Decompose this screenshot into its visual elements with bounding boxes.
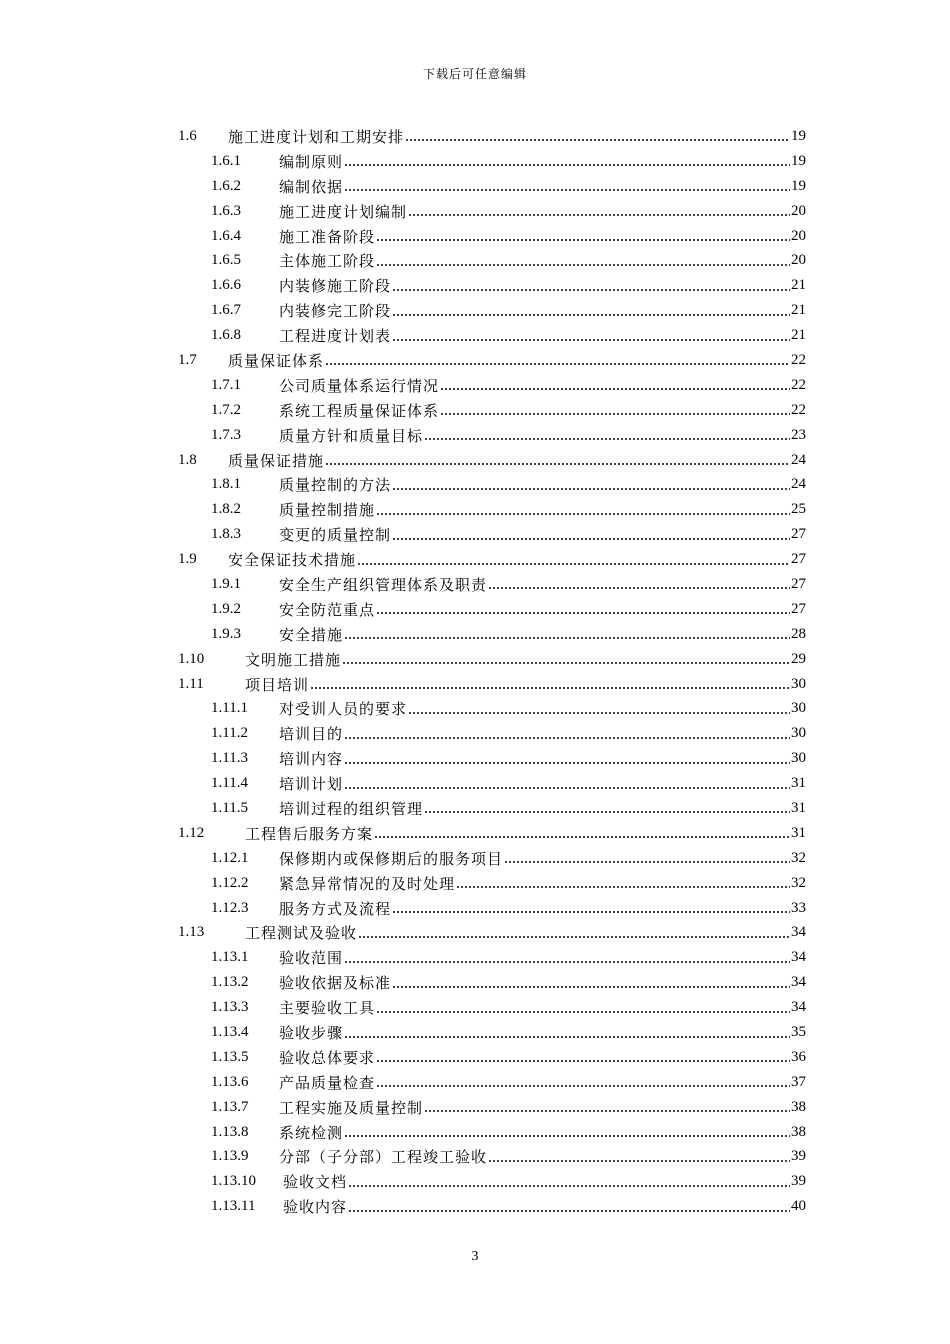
toc-entry[interactable] — [178, 1145, 806, 1170]
toc-entry-page: 27 — [791, 575, 806, 592]
toc-dot-leader — [344, 737, 790, 739]
toc-entry-page: 24 — [791, 451, 806, 468]
toc-entry-title: 分部（子分部）工程竣工验收 — [279, 1150, 488, 1167]
toc-entry-page: 23 — [791, 426, 806, 443]
toc-entry-title: 验收步骤 — [279, 1026, 344, 1042]
toc-entry-number: 1.11.3 — [211, 750, 248, 767]
toc-entry-title: 培训内容 — [279, 752, 344, 769]
toc-dot-leader — [342, 662, 790, 664]
toc-entry-number: 1.12 — [178, 824, 205, 841]
toc-entry-number: 1.7 — [178, 351, 197, 368]
toc-entry-title: 服务方式及流程 — [279, 901, 392, 918]
toc-entry-page: 36 — [791, 1048, 806, 1065]
toc-entry-number: 1.8.1 — [211, 476, 241, 493]
toc-entry-number: 1.6.4 — [211, 227, 241, 244]
toc-entry[interactable] — [178, 1045, 806, 1070]
toc-entry[interactable] — [178, 871, 806, 896]
toc-entry-title: 验收依据及标准 — [279, 976, 392, 993]
toc-entry-number: 1.11.2 — [211, 725, 248, 742]
toc-entry-page: 40 — [791, 1198, 806, 1215]
toc-entry-title: 内装修完工阶段 — [279, 304, 392, 321]
toc-entry[interactable] — [178, 597, 806, 622]
toc-entry[interactable] — [178, 1194, 806, 1219]
toc-entry-page: 34 — [791, 999, 806, 1016]
toc-entry[interactable] — [178, 1020, 806, 1045]
toc-entry-title: 编制原则 — [279, 154, 344, 171]
toc-entry-page: 30 — [791, 725, 806, 742]
toc-entry-title: 项目培训 — [245, 677, 310, 694]
toc-entry-title: 验收文档 — [283, 1175, 348, 1192]
toc-dot-leader — [344, 189, 790, 191]
toc-entry-page: 21 — [791, 302, 806, 319]
toc-dot-leader — [440, 413, 790, 415]
toc-entry[interactable] — [178, 248, 806, 273]
toc-entry[interactable] — [178, 921, 806, 946]
toc-dot-leader — [358, 936, 790, 938]
toc-entry[interactable] — [178, 647, 806, 672]
toc-entry-page: 30 — [791, 675, 806, 692]
toc-entry-page: 22 — [791, 351, 806, 368]
toc-dot-leader — [424, 811, 790, 813]
toc-entry-title: 验收总体要求 — [279, 1050, 376, 1067]
toc-dot-leader — [504, 861, 790, 863]
toc-entry-title: 变更的质量控制 — [279, 528, 392, 545]
toc-entry-title: 培训过程的组织管理 — [279, 801, 424, 818]
toc-dot-leader — [357, 563, 790, 565]
toc-entry-title: 公司质量体系运行情况 — [279, 378, 440, 395]
toc-entry-number: 1.11 — [178, 675, 204, 692]
toc-entry[interactable] — [178, 273, 806, 298]
toc-entry-number: 1.8.2 — [211, 501, 241, 518]
toc-dot-leader — [376, 513, 790, 515]
toc-entry-page: 20 — [791, 227, 806, 244]
toc-entry-number: 1.12.2 — [211, 874, 249, 891]
toc-entry-page: 21 — [791, 327, 806, 344]
toc-entry-title: 安全措施 — [279, 627, 344, 644]
toc-entry-page: 38 — [791, 1123, 806, 1140]
toc-entry-title: 工程测试及验收 — [245, 926, 358, 943]
toc-entry-page: 27 — [791, 600, 806, 617]
toc-entry-page: 19 — [791, 177, 806, 194]
toc-dot-leader — [344, 961, 790, 963]
toc-entry[interactable] — [178, 945, 806, 970]
toc-dot-leader — [392, 488, 790, 490]
toc-entry[interactable] — [178, 572, 806, 597]
toc-entry-page: 39 — [791, 1148, 806, 1165]
toc-entry-number: 1.13.6 — [211, 1073, 249, 1090]
toc-entry-page: 34 — [791, 924, 806, 941]
toc-entry-page: 20 — [791, 252, 806, 269]
toc-entry-number: 1.6.3 — [211, 202, 241, 219]
toc-dot-leader — [456, 886, 790, 888]
toc-dot-leader — [344, 787, 790, 789]
toc-entry-title: 施工进度计划编制 — [279, 204, 408, 221]
toc-entry-number: 1.6.7 — [211, 302, 241, 319]
toc-entry-title: 工程进度计划表 — [279, 329, 392, 346]
toc-entry-page: 21 — [791, 277, 806, 294]
toc-dot-leader — [325, 463, 790, 465]
toc-entry-number: 1.8.3 — [211, 526, 241, 543]
toc-entry[interactable] — [178, 622, 806, 647]
toc-entry-title: 产品质量检查 — [279, 1075, 376, 1092]
toc-dot-leader — [392, 314, 790, 316]
toc-entry-number: 1.7.3 — [211, 426, 241, 443]
toc-entry-number: 1.13.4 — [211, 1024, 249, 1040]
toc-entry-title: 培训目的 — [279, 727, 344, 744]
toc-entry-number: 1.12.1 — [211, 849, 249, 866]
toc-entry-page: 19 — [791, 127, 806, 144]
toc-dot-leader — [408, 214, 790, 216]
toc-entry-title: 安全保证技术措施 — [228, 553, 357, 570]
toc-entry[interactable] — [178, 746, 806, 771]
toc-entry-number: 1.9.1 — [211, 575, 241, 592]
toc-entry-page: 24 — [791, 476, 806, 493]
toc-entry-page: 38 — [791, 1098, 806, 1115]
toc-entry-page: 25 — [791, 501, 806, 518]
toc-entry-number: 1.13.8 — [211, 1123, 249, 1140]
toc-entry[interactable] — [178, 472, 806, 497]
toc-entry[interactable] — [178, 672, 806, 697]
toc-entry-page: 30 — [791, 750, 806, 767]
toc-entry-page: 31 — [791, 799, 806, 816]
toc-entry-number: 1.13.11 — [211, 1198, 256, 1215]
toc-entry-page: 22 — [791, 376, 806, 393]
toc-entry-page: 29 — [791, 650, 806, 667]
toc-entry[interactable] — [178, 298, 806, 323]
toc-entry[interactable] — [178, 497, 806, 522]
toc-entry-title: 质量保证体系 — [228, 353, 325, 370]
toc-entry[interactable] — [178, 423, 806, 448]
toc-dot-leader — [488, 1160, 790, 1162]
toc-entry[interactable] — [178, 1169, 806, 1194]
toc-dot-leader — [325, 363, 790, 365]
toc-dot-leader — [348, 1185, 790, 1187]
toc-entry[interactable] — [178, 224, 806, 249]
toc-entry-number: 1.9 — [178, 551, 197, 568]
toc-entry-number: 1.6.2 — [211, 177, 241, 194]
toc-entry-number: 1.13.10 — [211, 1173, 256, 1190]
toc-entry-number: 1.13.9 — [211, 1148, 249, 1165]
toc-entry-number: 1.6.8 — [211, 327, 241, 344]
toc-entry[interactable] — [178, 771, 806, 796]
toc-entry-number: 1.13.1 — [211, 949, 249, 966]
toc-dot-leader — [405, 139, 790, 141]
toc-entry-title: 培训计划 — [279, 777, 344, 794]
toc-entry-title: 质量控制措施 — [279, 503, 376, 520]
toc-entry-number: 1.11.1 — [211, 700, 248, 717]
toc-entry-title: 工程实施及质量控制 — [279, 1100, 424, 1117]
toc-entry-title: 保修期内或保修期后的服务项目 — [279, 851, 504, 868]
toc-entry-page: 19 — [791, 152, 806, 169]
toc-entry-number: 1.7.2 — [211, 401, 241, 418]
toc-entry-title: 安全生产组织管理体系及职责 — [279, 577, 488, 594]
toc-dot-leader — [440, 388, 790, 390]
toc-entry-page: 22 — [791, 401, 806, 418]
toc-entry-page: 33 — [791, 899, 806, 916]
toc-entry[interactable] — [178, 1070, 806, 1095]
toc-entry-page: 31 — [791, 775, 806, 792]
toc-entry-page: 28 — [791, 625, 806, 642]
toc-entry[interactable] — [178, 846, 806, 871]
toc-dot-leader — [344, 1036, 790, 1038]
toc-entry[interactable] — [178, 547, 806, 572]
toc-dot-leader — [424, 1110, 790, 1112]
toc-entry-page: 27 — [791, 526, 806, 543]
toc-entry-page: 32 — [791, 849, 806, 866]
toc-entry-number: 1.13.7 — [211, 1098, 249, 1115]
toc-entry-title: 文明施工措施 — [245, 652, 342, 669]
toc-dot-leader — [344, 164, 790, 166]
toc-entry[interactable] — [178, 398, 806, 423]
toc-entry-title: 质量控制的方法 — [279, 478, 392, 495]
toc-dot-leader — [392, 538, 790, 540]
toc-entry[interactable] — [178, 821, 806, 846]
toc-entry-title: 质量保证措施 — [228, 453, 325, 470]
toc-entry-page: 32 — [791, 874, 806, 891]
toc-entry[interactable] — [178, 1120, 806, 1145]
toc-entry-number: 1.6 — [178, 127, 197, 144]
toc-dot-leader — [488, 587, 790, 589]
toc-entry[interactable] — [178, 373, 806, 398]
toc-entry-number: 1.6.1 — [211, 152, 241, 169]
toc-entry-title: 质量方针和质量目标 — [279, 428, 424, 445]
toc-entry[interactable] — [178, 995, 806, 1020]
toc-dot-leader — [408, 712, 790, 714]
toc-entry-title: 主要验收工具 — [279, 1001, 376, 1018]
toc-entry-page: 34 — [791, 974, 806, 991]
toc-entry[interactable] — [178, 696, 806, 721]
toc-entry-title: 紧急异常情况的及时处理 — [279, 876, 456, 893]
toc-dot-leader — [376, 1085, 790, 1087]
toc-dot-leader — [424, 438, 790, 440]
toc-dot-leader — [344, 1135, 790, 1137]
toc-entry-number: 1.8 — [178, 451, 197, 468]
toc-dot-leader — [376, 1011, 790, 1013]
toc-entry-page: 34 — [791, 949, 806, 966]
page-header: 下载后可任意编辑 — [422, 67, 527, 81]
toc-entry[interactable] — [178, 1095, 806, 1120]
toc-entry-number: 1.10 — [178, 650, 205, 667]
table-of-contents — [178, 124, 806, 1219]
toc-dot-leader — [392, 339, 790, 341]
toc-entry-number: 1.7.1 — [211, 376, 241, 393]
toc-entry-title: 主体施工阶段 — [279, 254, 376, 271]
toc-entry-title: 工程售后服务方案 — [245, 826, 374, 843]
toc-entry-number: 1.13.5 — [211, 1048, 249, 1065]
toc-entry-number: 1.13.3 — [211, 999, 249, 1016]
toc-entry-number: 1.13 — [178, 924, 205, 941]
toc-entry-title: 安全防范重点 — [279, 602, 376, 619]
toc-entry-number: 1.6.6 — [211, 277, 241, 294]
toc-entry-title: 施工准备阶段 — [279, 229, 376, 246]
toc-entry-number: 1.11.4 — [211, 775, 248, 792]
toc-entry-title: 对受训人员的要求 — [279, 702, 408, 719]
toc-dot-leader — [376, 239, 790, 241]
toc-entry-title: 编制依据 — [279, 179, 344, 196]
page-number: 3 — [471, 1249, 479, 1264]
toc-dot-leader — [376, 264, 790, 266]
toc-entry-number: 1.11.5 — [211, 799, 248, 816]
toc-entry[interactable] — [178, 124, 806, 149]
toc-entry-number: 1.6.5 — [211, 252, 241, 269]
toc-entry-number: 1.9.2 — [211, 600, 241, 617]
toc-dot-leader — [392, 911, 790, 913]
toc-entry[interactable] — [178, 970, 806, 995]
toc-dot-leader — [376, 1060, 790, 1062]
toc-entry-page: 31 — [791, 824, 806, 841]
toc-entry-number: 1.9.3 — [211, 625, 241, 642]
toc-entry-number: 1.13.2 — [211, 974, 249, 991]
toc-dot-leader — [344, 637, 790, 639]
toc-entry[interactable] — [178, 796, 806, 821]
toc-dot-leader — [348, 1210, 790, 1212]
toc-entry-title: 系统工程质量保证体系 — [279, 403, 440, 420]
toc-dot-leader — [392, 986, 790, 988]
toc-entry-title: 系统检测 — [279, 1125, 344, 1142]
toc-entry[interactable] — [178, 199, 806, 224]
toc-entry-title: 施工进度计划和工期安排 — [228, 129, 405, 146]
toc-entry-page: 27 — [791, 551, 806, 568]
toc-entry-page: 20 — [791, 202, 806, 219]
toc-entry-title: 内装修施工阶段 — [279, 279, 392, 296]
toc-dot-leader — [374, 836, 790, 838]
toc-entry-page: 35 — [791, 1024, 806, 1040]
toc-entry[interactable] — [178, 522, 806, 547]
toc-dot-leader — [376, 612, 790, 614]
toc-entry-title: 验收内容 — [283, 1200, 348, 1217]
toc-dot-leader — [344, 762, 790, 764]
toc-entry[interactable] — [178, 721, 806, 746]
toc-entry[interactable] — [178, 896, 806, 921]
toc-entry[interactable] — [178, 448, 806, 473]
toc-entry-page: 37 — [791, 1073, 806, 1090]
toc-entry-title: 验收范围 — [279, 951, 344, 968]
toc-dot-leader — [310, 687, 790, 689]
toc-entry[interactable] — [178, 149, 806, 174]
toc-entry[interactable] — [178, 323, 806, 348]
toc-entry-page: 39 — [791, 1173, 806, 1190]
toc-dot-leader — [392, 289, 790, 291]
toc-entry-page: 30 — [791, 700, 806, 717]
toc-entry[interactable] — [178, 174, 806, 199]
toc-entry-number: 1.12.3 — [211, 899, 249, 916]
toc-entry[interactable] — [178, 348, 806, 373]
